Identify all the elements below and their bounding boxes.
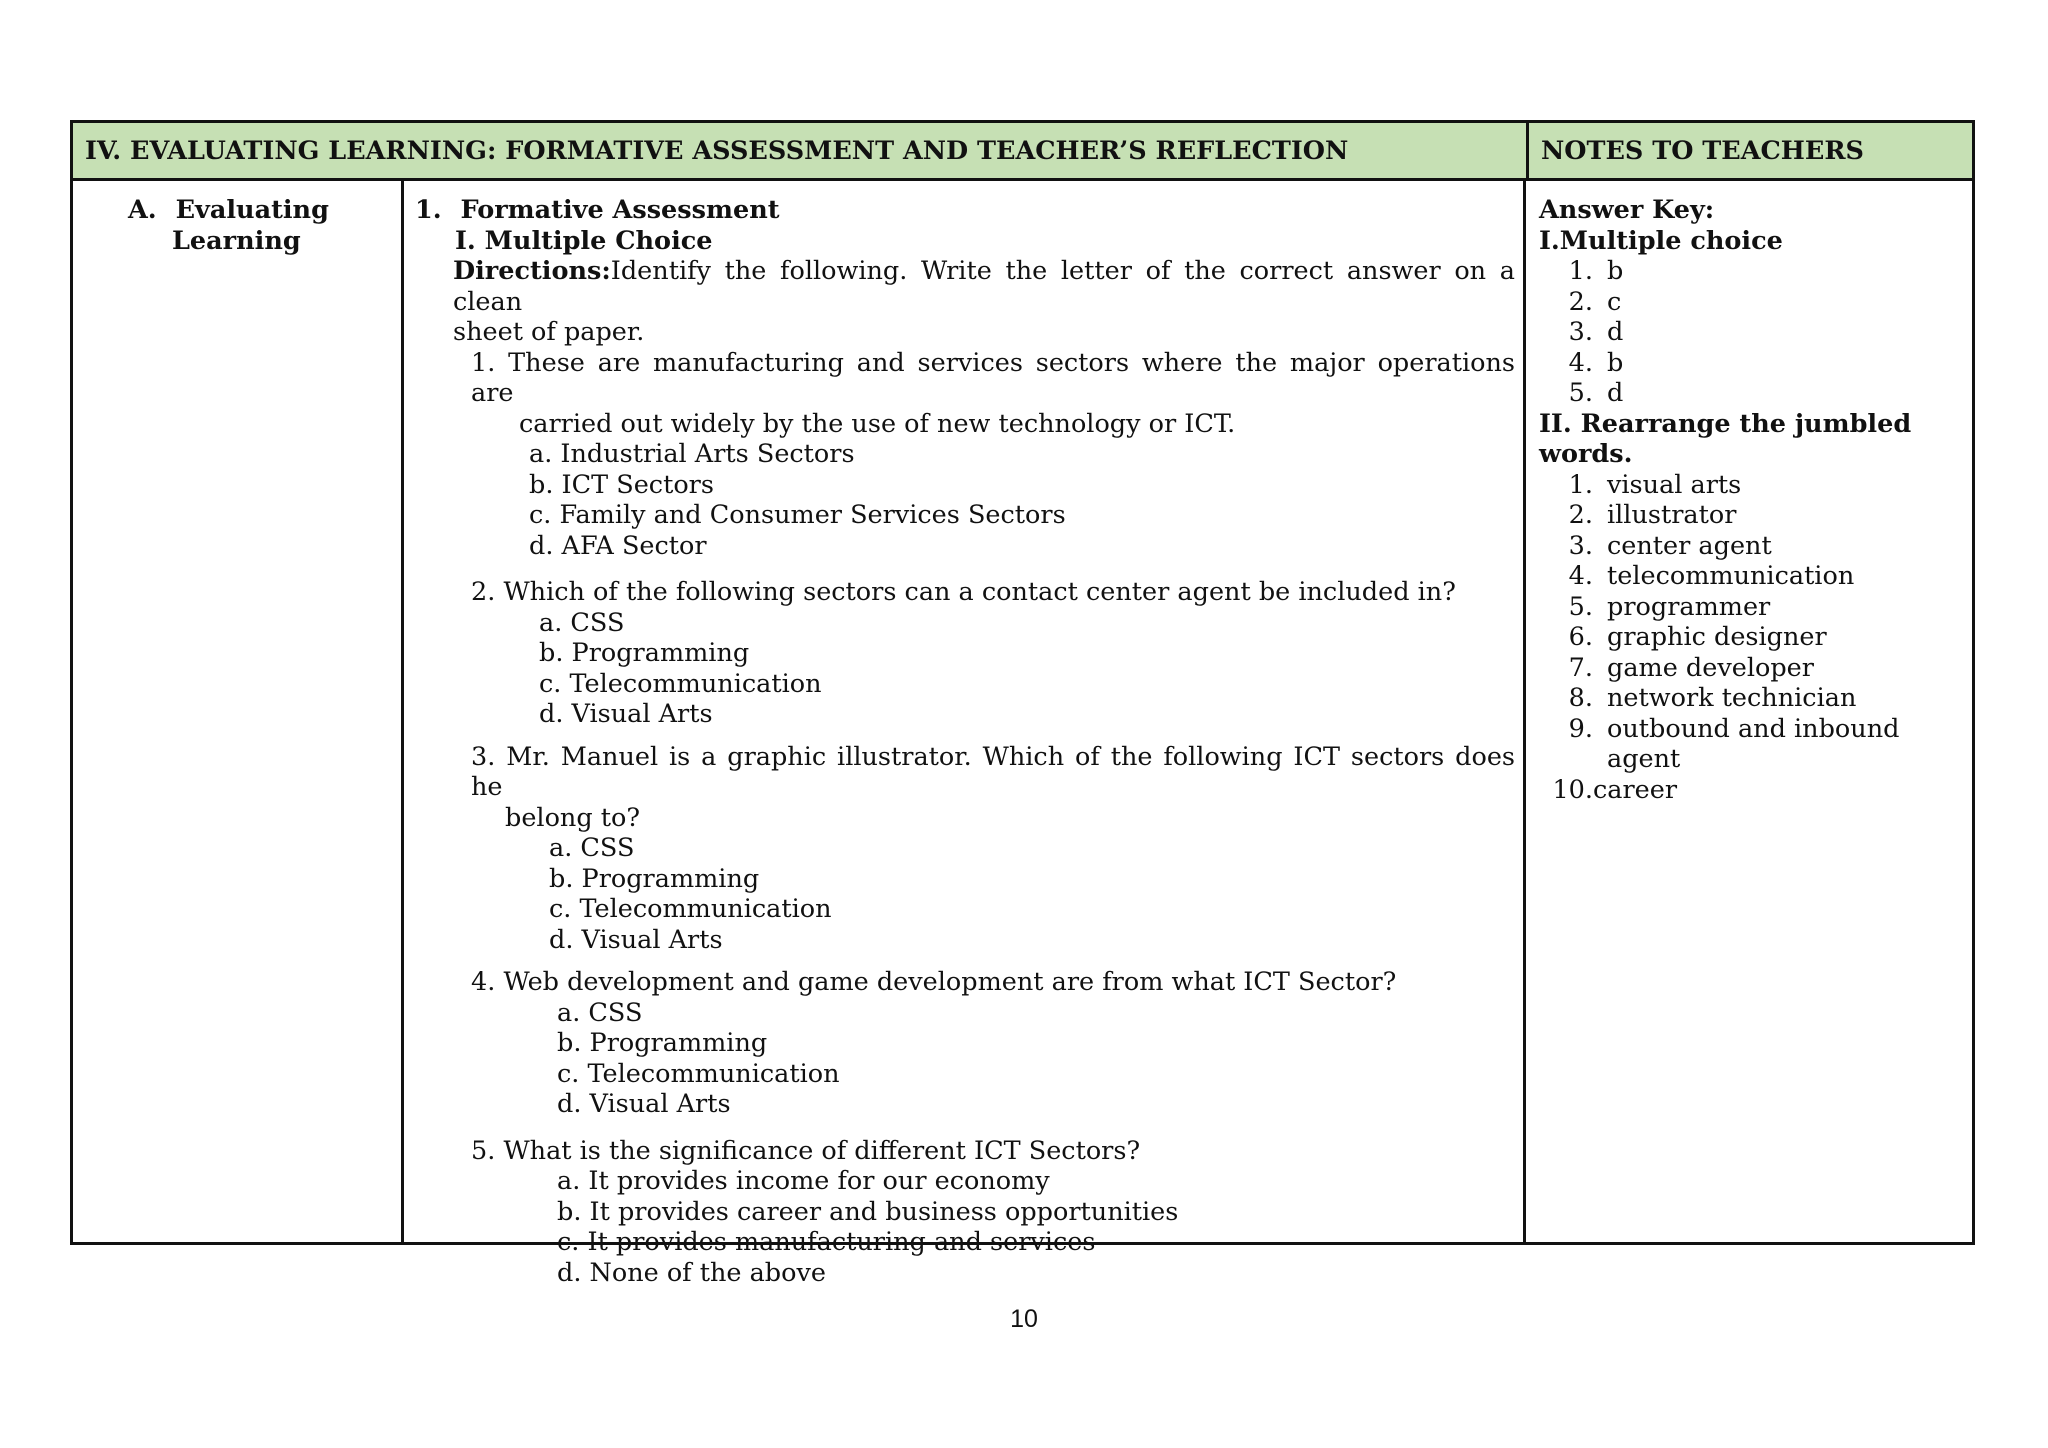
part2-answers: 1. visual arts 2. illustrator 3. center agent 4. telecommunication 5. programmer 6. graphic designer 7. game developer 8. network technician 9. outbound and inbound agent 10.career — [1539, 470, 1969, 806]
part1-answers: 1. b 2. c 3. d 4. b 5. d — [1568, 256, 1624, 408]
part-title: I. Multiple Choice — [455, 225, 713, 256]
answer: telecommunication — [1607, 561, 1855, 591]
section-header: IV. EVALUATING LEARNING: FORMATIVE ASSESSMENT AND TEACHER’S REFLECTION — [73, 123, 1526, 181]
option: a. CSS — [557, 997, 643, 1028]
option: c. Telecommunication — [557, 1058, 840, 1089]
option: d. Visual Arts — [539, 699, 713, 729]
answer-key-label: Answer Key: — [1539, 195, 1715, 225]
answer: d — [1607, 378, 1624, 408]
option: b. It provides career and business opportunities — [557, 1196, 1179, 1227]
answer: outbound and inbound — [1607, 713, 1900, 744]
directions-text-line1: Identify the following. Write the letter of the correct answer on a clean — [453, 256, 1515, 317]
option: a. It provides income for our economy — [557, 1166, 1050, 1196]
option: d. Visual Arts — [549, 924, 723, 955]
answer: center agent — [1607, 530, 1772, 561]
answer-cont: agent — [1607, 744, 1681, 774]
question-5 — [415, 1136, 1515, 1289]
question-3 — [415, 742, 1515, 956]
answer: illustrator — [1607, 500, 1737, 530]
question-text-cont: carried out widely by the use of new technology or ICT. — [519, 408, 1236, 439]
part1-title: I.Multiple choice — [1539, 225, 1783, 256]
question-text: Which of the following sectors can a contact center agent be included in? — [503, 577, 1456, 607]
label-marker: A. — [128, 195, 157, 225]
part2-title-line1: II. Rearrange the jumbled — [1539, 408, 1912, 439]
option: c. Telecommunication — [539, 668, 822, 699]
evaluating-learning-label — [128, 195, 329, 256]
directions-text-line2: sheet of paper. — [453, 317, 645, 347]
answer: graphic designer — [1607, 622, 1827, 652]
option: a. CSS — [549, 833, 635, 863]
option: c. Telecommunication — [549, 894, 832, 924]
lesson-table — [70, 120, 1975, 1288]
label-line2: Learning — [172, 225, 301, 256]
option: c. It provides manufacturing and services — [557, 1227, 1096, 1257]
answer: game developer — [1607, 652, 1814, 683]
option: d. Visual Arts — [557, 1089, 731, 1119]
answer: c — [1607, 286, 1622, 317]
directions-label: Directions: — [453, 256, 611, 286]
question-4 — [415, 967, 1515, 1120]
option: c. Family and Consumer Services Sectors — [529, 500, 1066, 530]
question-1 — [415, 348, 1515, 562]
column-divider-right — [1523, 181, 1526, 1242]
question-text: These are manufacturing and services sectors where the major operations are — [471, 347, 1515, 408]
question-number: 2. — [471, 577, 496, 607]
answer: programmer — [1607, 591, 1771, 622]
answer: network technician — [1607, 683, 1857, 713]
question-number: 4. — [471, 967, 496, 997]
part2-title-line2: words. — [1539, 439, 1633, 469]
option: b. Programming — [557, 1028, 768, 1058]
directions — [415, 256, 1515, 317]
notes-header: NOTES TO TEACHERS — [1526, 123, 1972, 181]
section-number: 1. — [415, 195, 442, 225]
question-number: 5. — [471, 1135, 496, 1166]
answer-key — [1539, 195, 1969, 805]
question-text: Mr. Manuel is a graphic illustrator. Which of the following ICT sectors does he — [471, 741, 1515, 802]
question-text-cont: belong to? — [505, 802, 641, 833]
formative-assessment — [415, 195, 1515, 1288]
answer: career — [1593, 774, 1678, 805]
question-text: What is the significance of different ICT Sectors? — [503, 1135, 1141, 1166]
answer: b — [1607, 347, 1624, 378]
section-title: Formative Assessment — [460, 195, 780, 225]
option: a. CSS — [539, 607, 625, 638]
option: b. ICT Sectors — [529, 469, 714, 500]
question-text: Web development and game development are from what ICT Sector? — [503, 967, 1397, 997]
question-2 — [415, 577, 1515, 730]
option: b. Programming — [549, 863, 760, 894]
option: b. Programming — [539, 638, 750, 668]
answer: b — [1607, 256, 1624, 286]
option: d. AFA Sector — [529, 530, 707, 561]
page-number: 10 — [1010, 1305, 1038, 1333]
column-divider-left — [401, 181, 404, 1242]
option: a. Industrial Arts Sectors — [529, 439, 855, 469]
question-number: 1. — [471, 347, 496, 378]
option: d. None of the above — [557, 1257, 826, 1288]
answer: visual arts — [1607, 469, 1742, 500]
label-line1: Evaluating — [175, 195, 329, 225]
answer: d — [1607, 317, 1624, 347]
question-number: 3. — [471, 741, 496, 772]
